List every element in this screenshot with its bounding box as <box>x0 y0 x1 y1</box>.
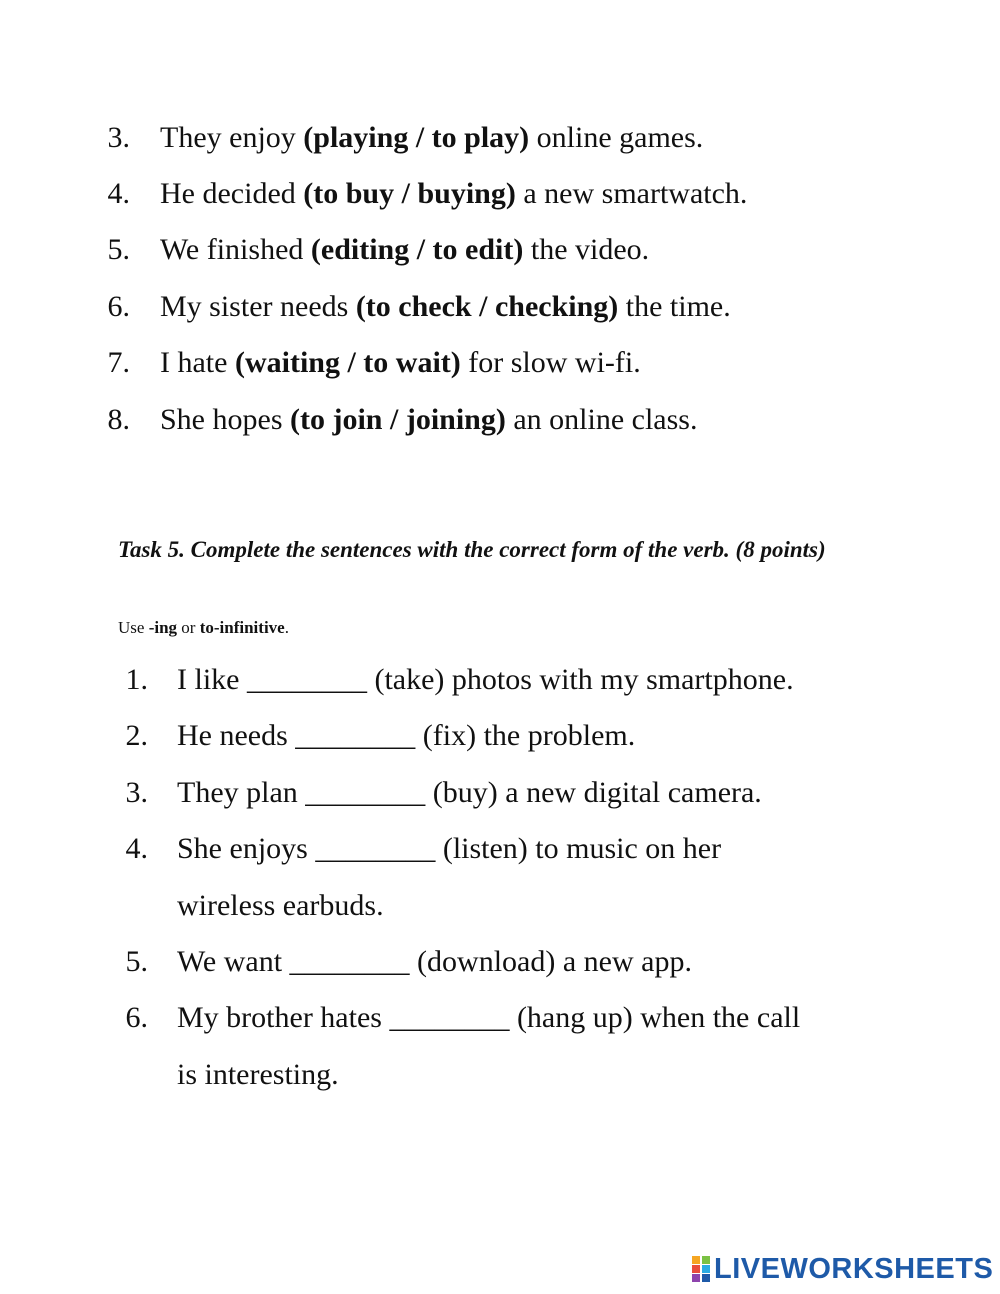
item-number: 8. <box>107 403 130 436</box>
item-number: 3. <box>125 776 148 809</box>
item-sentence[interactable]: She enjoys ________ (listen) to music on her <box>177 832 722 865</box>
answer-options[interactable]: (to join / joining) <box>290 403 506 436</box>
item-number: 7. <box>107 346 130 379</box>
item-number: 4. <box>125 832 148 865</box>
item-number: 4. <box>107 177 130 210</box>
item-sentence-continued: is interesting. <box>177 1058 339 1091</box>
item-number: 2. <box>125 719 148 752</box>
item-number: 5. <box>125 945 148 978</box>
item-text: I hate (waiting / to wait) for slow wi-fi. <box>160 346 641 379</box>
item-number: 6. <box>107 290 130 323</box>
liveworksheets-logo-icon <box>692 1256 710 1282</box>
item-text: He decided (to buy / buying) a new smartwatch. <box>160 177 748 210</box>
answer-options[interactable]: (editing / to edit) <box>310 233 524 266</box>
answer-options[interactable]: (to buy / buying) <box>303 177 516 210</box>
item-number: 6. <box>125 1001 148 1034</box>
item-text: We finished (editing / to edit) the video. <box>160 233 650 266</box>
item-sentence[interactable]: My brother hates ________ (hang up) when the call <box>177 1001 801 1034</box>
liveworksheets-brand[interactable] <box>692 1254 993 1284</box>
item-sentence[interactable]: They plan ________ (buy) a new digital camera. <box>177 776 762 809</box>
answer-options[interactable]: (waiting / to wait) <box>234 346 461 379</box>
item-sentence[interactable]: We want ________ (download) a new app. <box>177 945 692 978</box>
item-text: My sister needs (to check / checking) the time. <box>160 290 731 323</box>
task5-title: Task 5. Complete the sentences with the correct form of the verb. (8 points) <box>118 537 826 562</box>
item-sentence[interactable]: He needs ________ (fix) the problem. <box>177 719 636 752</box>
item-sentence[interactable]: I like ________ (take) photos with my smartphone. <box>177 663 794 696</box>
item-sentence-continued: wireless earbuds. <box>177 889 384 922</box>
item-text: She hopes (to join / joining) an online class. <box>160 403 698 436</box>
answer-options[interactable]: (to check / checking) <box>355 290 619 323</box>
brand-name: LIVEWORKSHEETS <box>714 1253 994 1285</box>
task5-instruction: Use -ing or to-infinitive. <box>118 618 289 637</box>
answer-options[interactable]: (playing / to play) <box>303 121 530 154</box>
item-number: 3. <box>107 121 130 154</box>
item-number: 5. <box>107 233 130 266</box>
item-text: They enjoy (playing / to play) online games. <box>160 121 704 154</box>
item-number: 1. <box>125 663 148 696</box>
